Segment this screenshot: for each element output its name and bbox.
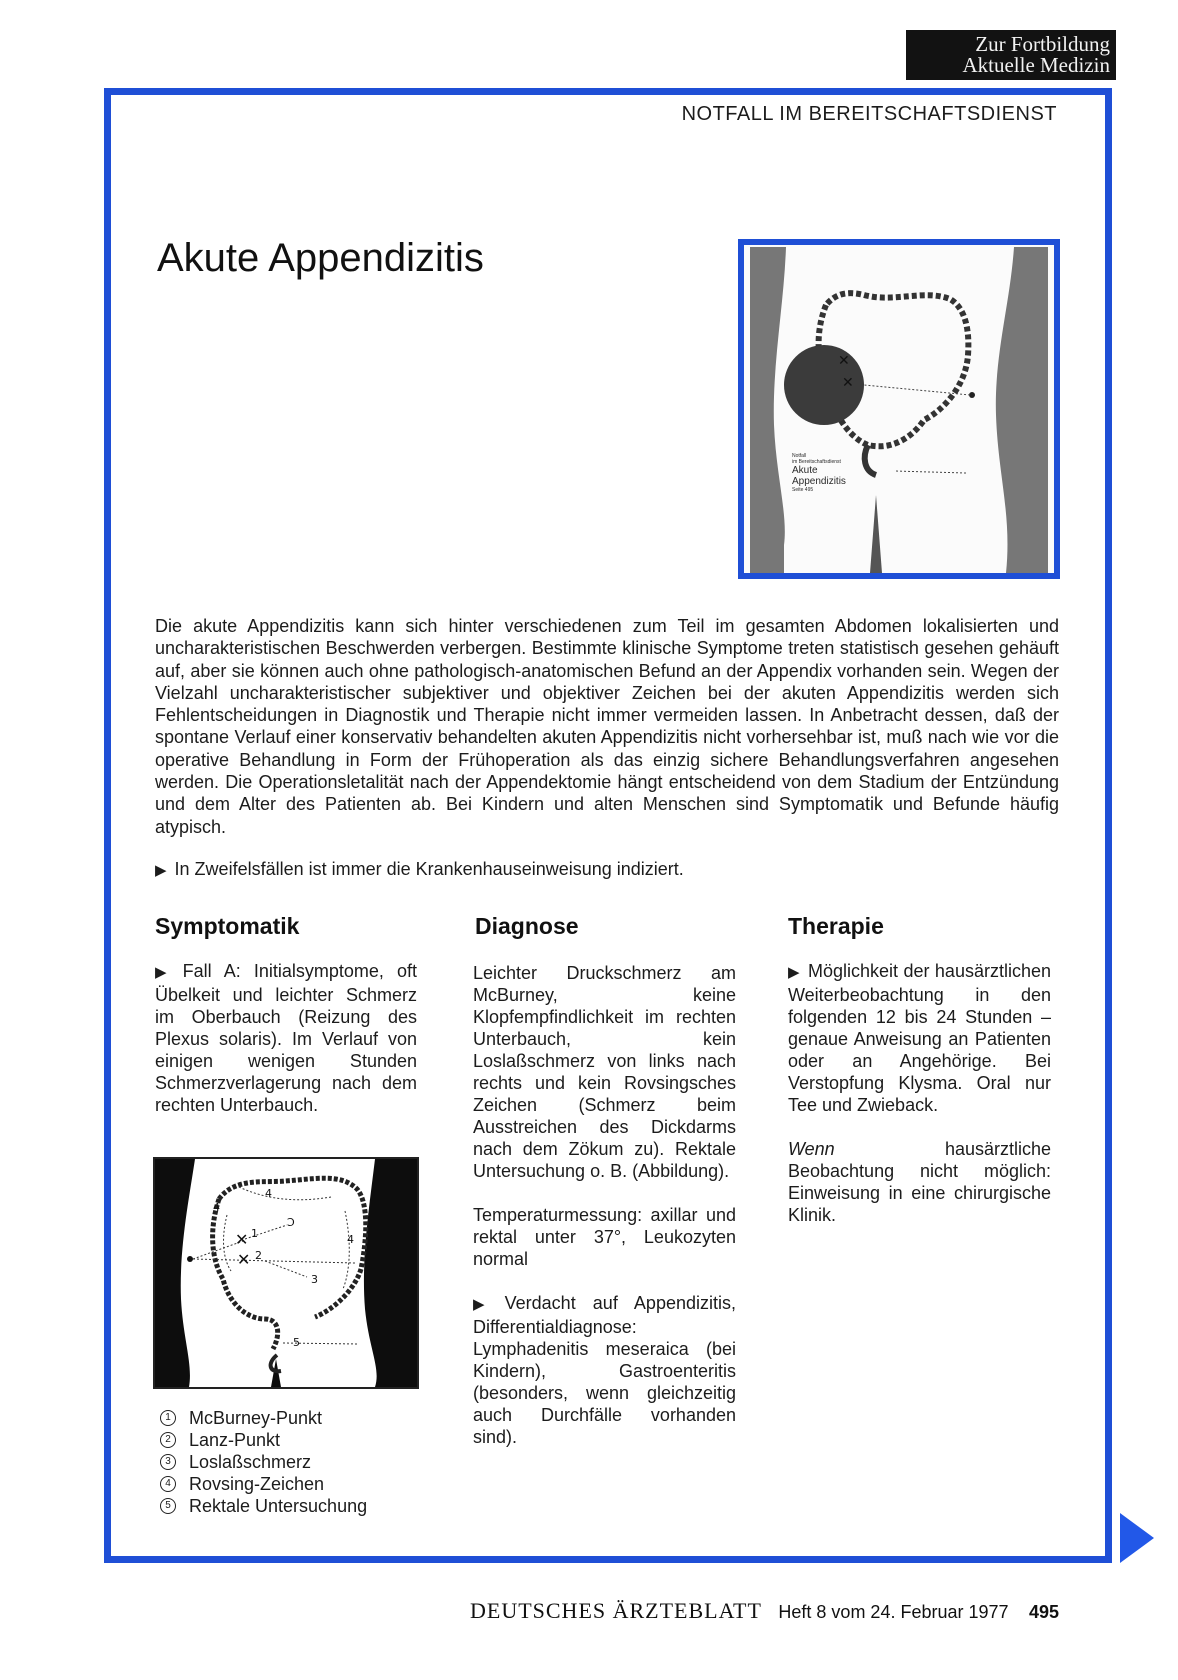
legend-label: Rovsing-Zeichen — [189, 1474, 325, 1494]
therapie-heading: Therapie — [788, 913, 884, 939]
diagram-illustration — [155, 1159, 417, 1387]
diagram-label-4b: 4 — [265, 1187, 272, 1200]
legend-number: 1 — [160, 1410, 176, 1426]
legend-label: Rektale Untersuchung — [189, 1496, 368, 1516]
legend-number: 3 — [160, 1454, 176, 1470]
diagram-label-1: 1 — [251, 1227, 258, 1240]
intro-paragraph: Die akute Appendizitis kann sich hinter verschiedenen zum Teil im gesamten Abdomen lokalisierten und uncharakteristischen Beschwerden verbergen. Bestimmte klinische Symptome treten statistisch gesehen gehäuft auf, aber sie können auch ohne pathologisch-anatomischen Befund an der Appendix vorhanden sein. Wegen der Vielzahl uncharakteristischer subjektiver und objektiver Zeichen bei der akuten Appendizitis werden sich Fehlentscheidungen in Diagnostik und Therapie nicht immer vermeiden lassen. In Anbetracht dessen, daß der spontane Verlauf einer konservativ behandelten akuten Appendizitis nicht vorhersehbar ist, muß nach wie vor die operative Behandlung in Form der Frühoperation als das einzig sichere Behandlungsverfahren angesehen werden. Die Operationsletalität nach der Appendektomie hängt entscheidend von dem Stadium der Entzündung und dem Alter des Patienten ab. Bei Kindern und alten Menschen sind Symptomatik und Befunde häufig atypisch. — [155, 616, 1059, 837]
page-number: 495 — [1028, 1602, 1060, 1622]
cover-caption-line3: Seite 495 — [792, 487, 814, 493]
therapie-emphasis: Wenn — [788, 1139, 835, 1159]
cover-title-line1: Akute — [792, 465, 818, 476]
legend-label: McBurney-Punkt — [189, 1408, 323, 1428]
legend-item — [160, 1473, 367, 1495]
triangle-bullet-icon: ▶ — [155, 862, 167, 879]
cover-caption-line2: im Bereitschaftsdienst — [792, 459, 841, 465]
cover-caption — [792, 453, 846, 493]
issue-info: Heft 8 vom 24. Februar 1977 — [778, 1602, 1009, 1622]
svg-text:✕: ✕ — [838, 353, 850, 369]
svg-text:✕: ✕ — [842, 375, 854, 391]
therapie-paragraph-2 — [788, 1138, 1051, 1226]
diagnose-column — [473, 962, 736, 1470]
svg-text:✕: ✕ — [237, 1250, 251, 1269]
diagram-label-3: 3 — [311, 1273, 318, 1286]
series-cover-image — [738, 239, 1060, 579]
cover-illustration — [744, 245, 1054, 573]
svg-text:✕: ✕ — [235, 1230, 249, 1249]
diagram-label-5: 5 — [293, 1336, 300, 1349]
therapie-paragraph-1: Möglichkeit der hausärztlichen Weiterbeobachtung in den folgenden 12 bis 24 Stunden – genaue Anweisung an Patienten oder an Angehörige. Bei Verstopfung Klysma. Oral nur Tee und Zwieback. — [788, 961, 1051, 1115]
journal-name: DEUTSCHES ÄRZTEBLATT — [470, 1598, 762, 1623]
page-footer — [470, 1598, 1105, 1624]
triangle-bullet-icon: ▶ — [473, 1296, 497, 1313]
category-tag — [906, 30, 1116, 80]
symptomatik-text: Fall A: Initialsymptome, oft Übelkeit und leichter Schmerz im Oberbauch (Reizung des Plexus solaris). Im Verlauf von einigen wenigen Stunden Schmerzverlagerung nach dem rechten Unterbauch. — [155, 961, 417, 1115]
next-page-arrow-icon — [1120, 1513, 1154, 1563]
symptomatik-heading: Symptomatik — [155, 913, 300, 939]
legend-label: Lanz-Punkt — [189, 1430, 281, 1450]
legend-item — [160, 1451, 367, 1473]
category-tag-line2: Aktuelle Medizin — [962, 53, 1110, 77]
triangle-bullet-icon: ▶ — [788, 964, 800, 981]
diagram-label-4c: 4 — [347, 1233, 354, 1246]
legend-item — [160, 1495, 367, 1517]
diagnose-heading: Diagnose — [475, 913, 579, 939]
appendicitis-diagram — [153, 1157, 419, 1389]
legend-label: Loslaßschmerz — [189, 1452, 312, 1472]
legend-number: 4 — [160, 1476, 176, 1492]
symptomatik-column — [155, 960, 417, 1138]
diagram-label-4a: 4 — [213, 1201, 220, 1214]
diagnose-paragraph-3: Verdacht auf Appendizitis, Differentialdiagnose: Lymphadenitis meseraica (bei Kindern), Gastroenteritis (besonders, wenn gleichzeitig auch Durchfälle vorhanden sind). — [473, 1293, 736, 1447]
key-note — [155, 858, 955, 882]
diagnose-paragraph-1: Leichter Druckschmerz am McBurney, keine Klopfempfindlichkeit im rechten Unterbauch, kein Loslaßschmerz von links nach rechts und kein Rovsingsches Zeichen (Schmerz beim Ausstreichen des Dickdarms nach dem Zökum zu). Rektale Untersuchung o. B. (Abbildung). — [473, 963, 736, 1181]
cover-title-line2: Appendizitis — [792, 476, 846, 487]
legend-item — [160, 1407, 367, 1429]
therapie-paragraph-2-text: hausärztliche Beobachtung nicht möglich: Einweisung in eine chirurgische Klinik. — [788, 1139, 1051, 1225]
cover-caption-line1: Notfall — [792, 453, 807, 459]
section-label: NOTFALL IM BEREITSCHAFTSDIENST — [681, 103, 1057, 125]
diagram-legend — [160, 1407, 367, 1517]
category-tag-line1: Zur Fortbildung — [975, 32, 1110, 56]
article-title: Akute Appendizitis — [157, 236, 484, 280]
key-note-text: In Zweifelsfällen ist immer die Krankenhauseinweisung indiziert. — [174, 859, 684, 879]
legend-number: 2 — [160, 1432, 176, 1448]
therapie-column — [788, 960, 1051, 1248]
triangle-bullet-icon: ▶ — [155, 964, 175, 981]
svg-text:Ↄ: Ↄ — [287, 1216, 295, 1229]
diagnose-paragraph-2: Temperaturmessung: axillar und rektal unter 37°, Leukozyten normal — [473, 1205, 736, 1269]
legend-item — [160, 1429, 367, 1451]
diagram-label-2: 2 — [255, 1249, 262, 1262]
legend-number: 5 — [160, 1498, 176, 1514]
